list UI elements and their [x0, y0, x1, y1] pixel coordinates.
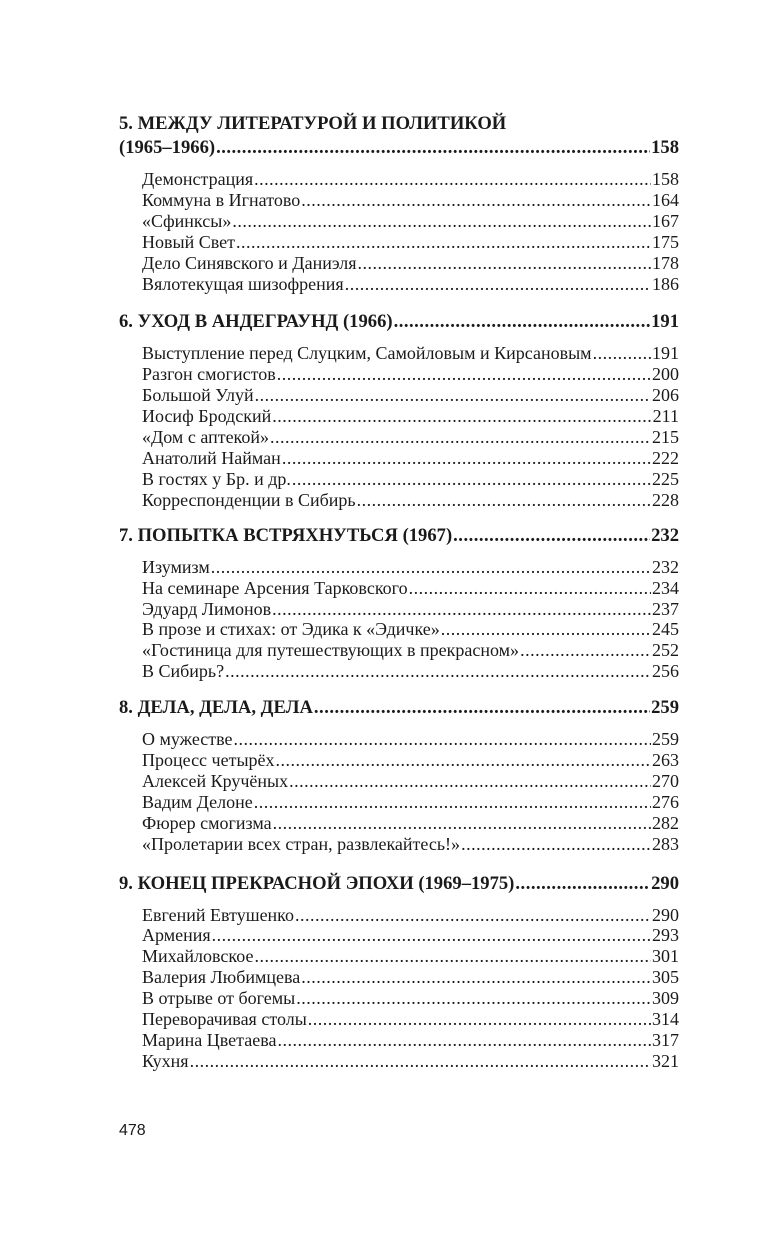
chapter-page-number: 232 [651, 524, 679, 546]
dot-leader [270, 427, 651, 448]
dot-leader [277, 364, 651, 385]
toc-entry[interactable] [142, 813, 679, 834]
dot-leader [254, 169, 651, 190]
toc-entry[interactable] [142, 771, 679, 792]
entry-title: Новый Свет [142, 231, 235, 252]
entry-title: Армения [142, 925, 211, 946]
toc-chapter [119, 524, 679, 682]
entry-title: Коммуна в Игнатово [142, 189, 301, 210]
dot-leader [272, 406, 651, 427]
entry-page-number: 225 [652, 468, 679, 489]
chapter-page-number: 158 [651, 137, 679, 158]
entry-title: В Сибирь? [142, 661, 225, 682]
entry-page-number: 252 [652, 640, 679, 661]
toc-entry[interactable] [142, 905, 679, 926]
entry-page-number: 321 [652, 1050, 679, 1071]
entry-page-number: 175 [652, 231, 679, 252]
toc-entry[interactable] [142, 640, 679, 661]
entry-page-number: 200 [652, 364, 679, 385]
entry-title: Михайловское [142, 946, 254, 967]
dot-leader [520, 640, 651, 661]
entry-title: О мужестве [142, 729, 233, 750]
entry-page-number: 222 [652, 447, 679, 468]
toc-entry[interactable] [142, 619, 679, 640]
dot-leader [453, 524, 650, 548]
dot-leader [276, 750, 651, 771]
entry-title: Вялотекущая шизофрения [142, 273, 344, 294]
entry-title: Корреспонденции в Сибирь [142, 489, 356, 510]
chapter-title: 9. КОНЕЦ ПРЕКРАСНОЙ ЭПОХИ (1969–1975) [119, 872, 515, 894]
entry-page-number: 317 [652, 1030, 679, 1050]
entry-page-number: 206 [652, 385, 679, 406]
entry-page-number: 232 [652, 556, 679, 577]
chapter-heading[interactable] [119, 872, 679, 896]
toc-entry[interactable] [142, 1030, 679, 1051]
chapter-title: 8. ДЕЛА, ДЕЛА, ДЕЛА [119, 697, 313, 719]
entry-title: Алексей Кручёных [142, 770, 289, 791]
dot-leader [236, 232, 651, 253]
toc-entry[interactable] [142, 792, 679, 813]
toc-entry[interactable] [142, 490, 679, 511]
dot-leader [345, 274, 651, 295]
toc-entry[interactable] [142, 578, 679, 599]
toc-entry[interactable] [142, 274, 679, 295]
dot-leader [225, 661, 651, 682]
entry-title: Демонстрация [142, 169, 254, 189]
dot-leader [212, 925, 651, 946]
entry-title: «Сфинксы» [142, 210, 232, 231]
entry-page-number: 276 [652, 791, 679, 812]
dot-leader [277, 1030, 651, 1051]
dot-leader [358, 253, 652, 274]
entry-page-number: 290 [652, 904, 679, 925]
chapter-title-line1: 5. МЕЖДУ ЛИТЕРАТУРОЙ И ПОЛИТИКОЙ [119, 113, 507, 134]
entry-page-number: 309 [652, 988, 679, 1009]
entry-title: Марина Цветаева [142, 1030, 277, 1050]
entry-title: Кухня [142, 1050, 189, 1071]
dot-leader [357, 490, 651, 511]
dot-leader [273, 813, 651, 834]
toc-entry[interactable] [142, 946, 679, 967]
toc-entry[interactable] [142, 253, 679, 274]
dot-leader [255, 385, 651, 406]
entry-page-number: 191 [652, 343, 679, 364]
section-list [119, 557, 679, 682]
dot-leader [301, 967, 651, 988]
toc-entry[interactable] [142, 211, 679, 232]
dot-leader [254, 792, 651, 813]
toc-entry[interactable] [142, 232, 679, 253]
entry-page-number: 270 [652, 770, 679, 791]
toc-entry[interactable] [142, 406, 679, 427]
entry-page-number: 215 [652, 427, 679, 448]
entry-page-number: 301 [652, 946, 679, 967]
dot-leader [216, 136, 650, 160]
entry-page-number: 186 [652, 273, 679, 294]
toc-entry[interactable] [142, 750, 679, 771]
toc-entry[interactable] [142, 190, 679, 211]
entry-title: Дело Синявского и Даниэля [142, 252, 357, 273]
entry-title: В отрыве от богемы [142, 988, 296, 1009]
toc-entry[interactable] [142, 925, 679, 946]
chapter-page-number: 290 [651, 872, 679, 894]
dot-leader [190, 1051, 651, 1072]
entry-title: Большой Улуй [142, 385, 254, 406]
entry-page-number: 164 [652, 189, 679, 210]
toc-entry[interactable] [142, 834, 679, 855]
entry-title: «Пролетарии всех стран, развлекайтесь!» [142, 833, 461, 854]
table-of-contents [119, 112, 679, 1089]
section-list [119, 729, 679, 854]
entry-page-number: 228 [652, 489, 679, 510]
dot-leader [296, 988, 651, 1009]
section-list [119, 343, 679, 510]
entry-page-number: 158 [652, 169, 679, 189]
chapter-title: (1965–1966) [119, 137, 216, 158]
entry-page-number: 314 [652, 1009, 679, 1030]
entry-title: На семинаре Арсения Тарковского [142, 577, 408, 598]
dot-leader [282, 448, 651, 469]
entry-title: «Гостиница для путешествующих в прекрасном» [142, 640, 520, 661]
entry-title: Валерия Любимцева [142, 967, 301, 988]
dot-leader [211, 557, 651, 578]
entry-title: Переворачивая столы [142, 1009, 307, 1030]
chapter-heading[interactable] [119, 524, 679, 548]
dot-leader [301, 190, 651, 211]
toc-chapter [119, 696, 679, 854]
dot-leader [461, 834, 651, 855]
toc-entry[interactable] [142, 967, 679, 988]
chapter-heading[interactable] [119, 112, 679, 160]
toc-entry[interactable] [142, 364, 679, 385]
entry-page-number: 256 [652, 661, 679, 682]
toc-entry[interactable] [142, 599, 679, 620]
dot-leader [272, 599, 651, 620]
toc-entry[interactable] [142, 557, 679, 578]
entry-title: Фюрер смогизма [142, 812, 272, 833]
entry-title: «Дом с аптекой» [142, 427, 270, 448]
entry-title: Разгон смогистов [142, 364, 276, 385]
toc-entry[interactable] [142, 427, 679, 448]
toc-chapter [119, 310, 679, 510]
toc-entry[interactable] [142, 343, 679, 364]
dot-leader [295, 905, 651, 926]
page-number: 478 [119, 1122, 146, 1139]
entry-title: Выступление перед Слуцким, Самойловым и Кирсановым [142, 343, 592, 364]
entry-page-number: 282 [652, 812, 679, 833]
toc-entry[interactable] [142, 385, 679, 406]
toc-entry[interactable] [142, 661, 679, 682]
dot-leader [593, 343, 651, 364]
entry-title: Вадим Делоне [142, 791, 253, 812]
entry-title: В гостях у Бр. и др. [142, 468, 291, 489]
dot-leader [441, 619, 651, 640]
dot-leader [254, 946, 651, 967]
entry-page-number: 211 [652, 406, 679, 427]
dot-leader [308, 1009, 651, 1030]
section-list [119, 905, 679, 1072]
entry-title: Евгений Евтушенко [142, 904, 295, 925]
entry-page-number: 178 [652, 252, 679, 273]
chapter-page-number: 259 [651, 697, 679, 719]
toc-entry[interactable] [142, 1009, 679, 1030]
entry-page-number: 245 [652, 619, 679, 640]
dot-leader [515, 872, 650, 896]
dot-leader [234, 729, 651, 750]
toc-entry[interactable] [142, 1051, 679, 1072]
toc-entry[interactable] [142, 988, 679, 1009]
toc-entry[interactable] [142, 448, 679, 469]
section-list [119, 169, 679, 294]
dot-leader [394, 310, 651, 334]
entry-title: В прозе и стихах: от Эдика к «Эдичке» [142, 619, 440, 640]
chapter-page-number: 191 [651, 311, 679, 333]
entry-title: Процесс четырёх [142, 750, 275, 771]
toc-entry[interactable] [142, 469, 679, 490]
entry-page-number: 283 [652, 833, 679, 854]
entry-page-number: 259 [652, 729, 679, 750]
chapter-title: 6. УХОД В АНДЕГРАУНД (1966) [119, 311, 393, 333]
toc-chapter [119, 872, 679, 1072]
dot-leader [314, 696, 650, 720]
chapter-heading[interactable] [119, 310, 679, 334]
toc-entry[interactable] [142, 169, 679, 190]
toc-chapter [119, 112, 679, 294]
dot-leader [292, 469, 651, 490]
toc-entry[interactable] [142, 729, 679, 750]
dot-leader [232, 211, 651, 232]
entry-page-number: 167 [652, 210, 679, 231]
dot-leader [289, 771, 651, 792]
entry-page-number: 234 [652, 577, 679, 598]
entry-title: Анатолий Найман [142, 447, 281, 468]
entry-page-number: 293 [652, 925, 679, 946]
entry-title: Изумизм [142, 556, 210, 577]
entry-title: Эдуард Лимонов [142, 598, 272, 619]
entry-page-number: 263 [652, 750, 679, 771]
chapter-title: 7. ПОПЫТКА ВСТРЯХНУТЬСЯ (1967) [119, 524, 453, 546]
chapter-heading[interactable] [119, 696, 679, 720]
dot-leader [409, 578, 651, 599]
entry-page-number: 305 [652, 967, 679, 988]
entry-title: Иосиф Бродский [142, 406, 272, 427]
entry-page-number: 237 [652, 598, 679, 619]
